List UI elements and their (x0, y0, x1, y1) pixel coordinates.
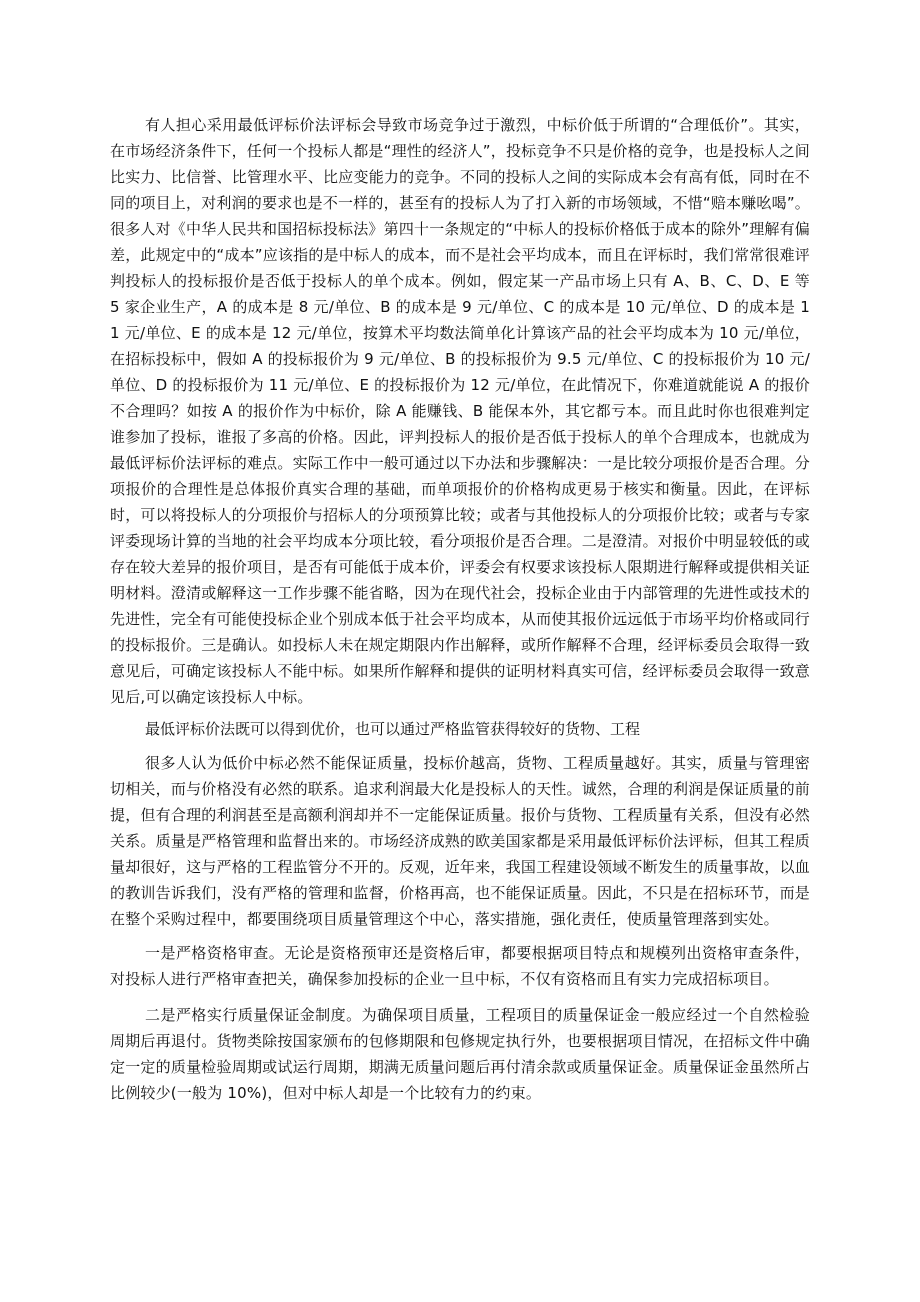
paragraph-quality-management: 很多人认为低价中标必然不能保证质量，投标价越高，货物、工程质量越好。其实，质量与管理密切相关，而与价格没有必然的联系。追求利润最大化是投标人的天性。诚然，合理的利润是保证质量的前提，但有合理的利润甚至是高额利润却并不一定能保证质量。报价与货物、工程质量有关系，但没有必然关系。质量是严格管理和监督出来的。市场经济成熟的欧美国家都是采用最低评标价法评标，但其工程质量却很好，这与严格的工程监管分不开的。反观，近年来，我国工程建设领域不断发生的质量事故，以血的教训告诉我们，没有严格的管理和监督，价格再高，也不能保证质量。因此，不只是在招标环节，而是在整个采购过程中，都要围绕项目质量管理这个中心，落实措施，强化责任，使质量管理落到实处。 (110, 754, 810, 928)
paragraph-qualification-review: 一是严格资格审查。无论是资格预审还是资格后审，都要根据项目特点和规模列出资格审查条件，对投标人进行严格审查把关，确保参加投标的企业一旦中标，不仅有资格而且有实力完成招标项目。 (110, 944, 810, 988)
paragraph-quality-deposit: 二是严格实行质量保证金制度。为确保项目质量，工程项目的质量保证金一般应经过一个自然检验周期后再退付。货物类除按国家颁布的包修期限和包修规定执行外，也要根据项目情况，在招标文件中确定一定的质量检验周期或试运行周期，期满无质量问题后再付清余款或质量保证金。质量保证金虽然所占比例较少(一般为 10%)，但对中标人却是一个比较有力的约束。 (110, 1006, 810, 1102)
paragraph-lowest-bid-concern: 有人担心采用最低评标价法评标会导致市场竞争过于激烈，中标价低于所谓的“合理低价”。其实，在市场经济条件下，任何一个投标人都是“理性的经济人”，投标竞争不只是价格的竞争，也是投标人之间比实力、比信誉、比管理水平、比应变能力的竞争。不同的投标人之间的实际成本会有高有低，同时在不同的项目上，对利润的要求也是不一样的，甚至有的投标人为了打入新的市场领域，不惜“赔本赚吆喝”。很多人对《中华人民共和国招标投标法》第四十一条规定的“中标人的投标价格低于成本的除外”理解有偏差，此规定中的“成本”应该指的是中标人的成本，而不是社会平均成本，而且在评标时，我们常常很难评判投标人的投标报价是否低于投标人的单个成本。例如，假定某一产品市场上只有 A、B、C、D、E 等 5 家企业生产，A 的成本是 8 元/单位、B 的成本是 9 元/单位、C 的成本是 10 元/单位、D 的成本是 11 元/单位、E 的成本是 12 元/单位，按算术平均数法简单化计算该产品的社会平均成本为 10 元/单位，在招标投标中，假如 A 的投标报价为 9 元/单位、B 的投标报价为 9.5 元/单位、C 的投标报价为 10 元/单位、D 的投标报价为 11 元/单位、E 的投标报价为 12 元/单位，在此情况下，你难道就能说 A 的报价不合理吗？如按 A 的报价作为中标价，除 A 能赚钱、B 能保本外，其它都亏本。而且此时你也很难判定谁参加了投标，谁报了多高的价格。因此，评判投标人的报价是否低于投标人的单个合理成本，也就成为最低评标价法评标的难点。实际工作中一般可通过以下办法和步骤解决：一是比较分项报价是否合理。分项报价的合理性是总体报价真实合理的基础，而单项报价的价格构成更易于核实和衡量。因此，在评标时，可以将投标人的分项报价与招标人的分项预算比较；或者与其他投标人的分项报价比较；或者与专家评委现场计算的当地的社会平均成本分项比较，看分项报价是否合理。二是澄清。对报价中明显较低的或存在较大差异的报价项目，是否有可能低于成本价，评委会有权要求该投标人限期进行解释或提供相关证明材料。澄清或解释这一工作步骤不能省略，因为在现代社会，投标企业由于内部管理的先进性或技术的先进性，完全有可能使投标企业个别成本低于社会平均成本，从而使其报价远远低于市场平均价格或同行的投标报价。三是确认。如投标人未在规定期限内作出解释，或所作解释不合理，经评标委员会取得一致意见后，可确定该投标人不能中标。如果所作解释和提供的证明材料真实可信，经评标委员会取得一致意见后,可以确定该投标人中标。 (110, 116, 810, 706)
document-page (110, 112, 810, 1106)
section-heading: 最低评标价法既可以得到优价，也可以通过严格监管获得较好的货物、工程 (145, 720, 641, 738)
